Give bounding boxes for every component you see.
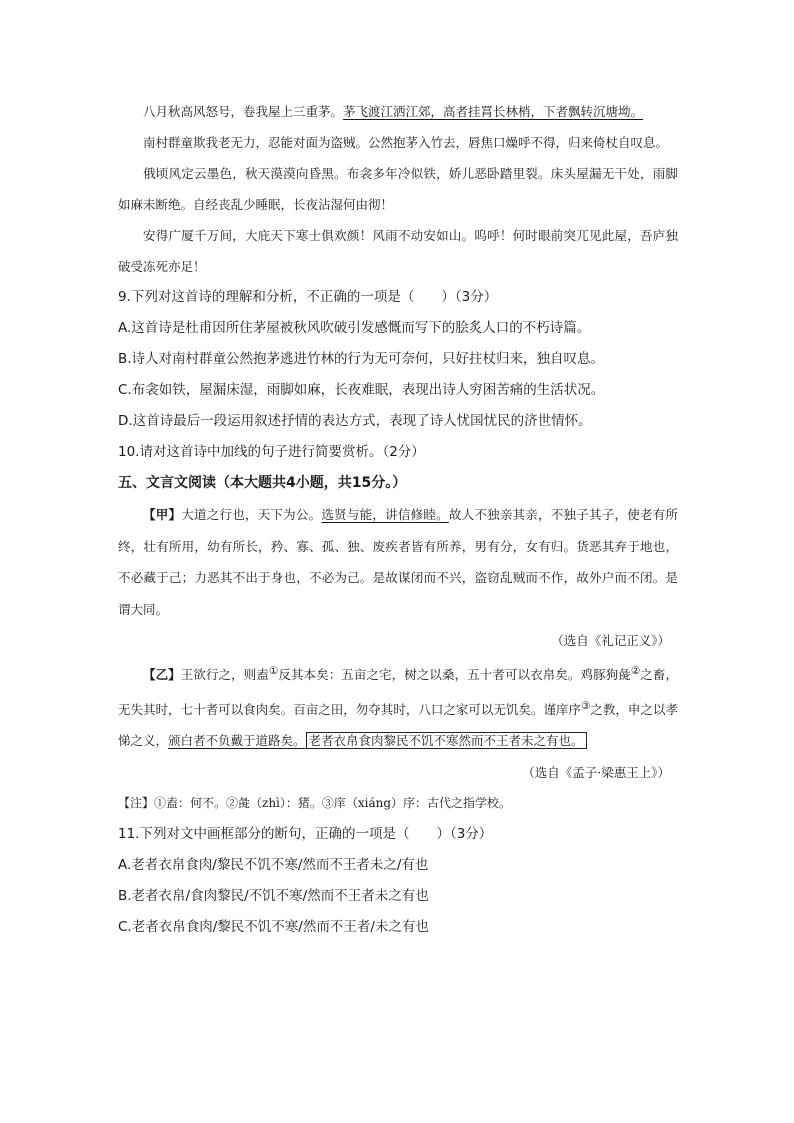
question-9-option-c: C.布衾如铁，屋漏床湿，雨脚如麻，长夜难眠，表现出诗人穷困苦痛的生活状况。 xyxy=(118,382,605,398)
question-9-stem: 9.下列对这首诗的理解和分析，不正确的一项是（ ）（3分） xyxy=(118,289,498,305)
passage-jia-source: （选自《礼记正义》） xyxy=(551,633,670,648)
question-11-option-b: B.老者衣帛/食肉黎民/不饥不寒/然而不王者未之有也 xyxy=(118,887,429,904)
passage-jia-text-1: 大道之行也，天下为公。 xyxy=(181,507,322,522)
passage-yi-label: 【乙】 xyxy=(143,667,181,683)
section-5-title: 五、文言文阅读（本大题共4小题，共15分。） xyxy=(118,475,407,491)
question-11-option-a: A.老者衣帛食肉/黎民不饥不寒/然而不王者未之/有也 xyxy=(118,856,429,873)
annotation-notes: 【注】①盍：何不。②彘（zhì）：猪。③庠（xiáng）序：古代之指学校。 xyxy=(118,795,512,810)
passage-yi-boxed-sentence: 老者衣帛食肉黎民不饥不寒然而不王者未之有也。 xyxy=(306,732,587,749)
footnote-marker-2: ② xyxy=(630,665,641,677)
poem-underlined-sentence: 茅飞渡江洒江郊，高者挂罥长林梢，下者飘转沉塘坳。 xyxy=(343,104,644,119)
poem-paragraph-4: 安得广厦千万间，大庇天下寒士俱欢颜！风雨不动安如山。呜呼！何时眼前突兀见此屋，吾庐独破受冻死亦足！ xyxy=(118,228,678,274)
passage-yi-text-3: 之畜，无失其时，七十者可以食肉矣。百亩之田，勿夺其时，八口之家可以无饥矣。谨庠序 xyxy=(118,667,678,717)
poem-paragraph-2: 南村群童欺我老无力，忍能对面为盗贼。公然抱茅入竹去，唇焦口燥呼不得，归来倚杖自叹息。 xyxy=(143,135,669,150)
passage-yi xyxy=(118,656,678,757)
question-11-stem: 11.下列对文中画框部分的断句，正确的一项是（ ）（3分） xyxy=(118,825,493,842)
poem-paragraph-1 xyxy=(118,96,678,127)
question-11-option-c: C.老者衣帛食肉/黎民不饥不寒/然而不王者/未之有也 xyxy=(118,918,429,935)
passage-jia-underlined: 选贤与能，讲信修睦。 xyxy=(321,507,449,522)
question-9-option-b: B.诗人对南村群童公然抱茅逃进竹林的行为无可奈何，只好拄杖归来，独自叹息。 xyxy=(118,351,605,367)
poem-p1-text: 八月秋高风怒号，卷我屋上三重茅。 xyxy=(143,104,344,119)
passage-yi-text-4: 之教，申之以孝悌之义， xyxy=(118,701,678,749)
question-10-stem: 10.请对这首诗中加线的句子进行简要赏析。（2分） xyxy=(118,444,425,460)
passage-yi-underlined: 颁白者不负戴于道路矣。 xyxy=(168,733,306,749)
passage-yi-source: （选自《孟子·梁惠王上》） xyxy=(522,764,670,780)
passage-yi-text-1: 王欲行之，则盍 xyxy=(180,667,269,683)
exam-page xyxy=(118,96,678,943)
passage-yi-text-2: 反其本矣：五亩之宅，树之以桑，五十者可以衣帛矣。鸡豚狗彘 xyxy=(278,667,631,683)
question-9-option-a: A.这首诗是杜甫因所住茅屋被秋风吹破引发感慨而写下的脍炙人口的不朽诗篇。 xyxy=(118,320,591,336)
question-9-option-d: D.这首诗最后一段运用叙述抒情的表达方式，表现了诗人忧国忧民的济世情怀。 xyxy=(118,413,592,429)
poem-paragraph-3: 俄顷风定云墨色，秋天漠漠向昏黑。布衾多年冷似铁，娇儿恶卧踏里裂。床头屋漏无干处，雨脚如麻未断绝。自经丧乱少睡眠，长夜沾湿何由彻！ xyxy=(118,166,678,212)
passage-jia-text-2: 故人不独亲其亲，不独子其子，使老有所终，壮有所用，幼有所长，矜、寡、孤、独、废疾者皆有所养，男有分，女有归。货恶其弃于地也，不必藏于己；力恶其不出于身也，不必为己。是故谋闭而不兴，盗窃乱贼而不作，故外户而不闭。是谓大同。 xyxy=(118,507,678,617)
passage-jia xyxy=(118,499,678,625)
passage-jia-label: 【甲】 xyxy=(143,507,182,522)
footnote-marker-3: ③ xyxy=(581,699,591,712)
footnote-marker-1: ① xyxy=(268,665,279,677)
